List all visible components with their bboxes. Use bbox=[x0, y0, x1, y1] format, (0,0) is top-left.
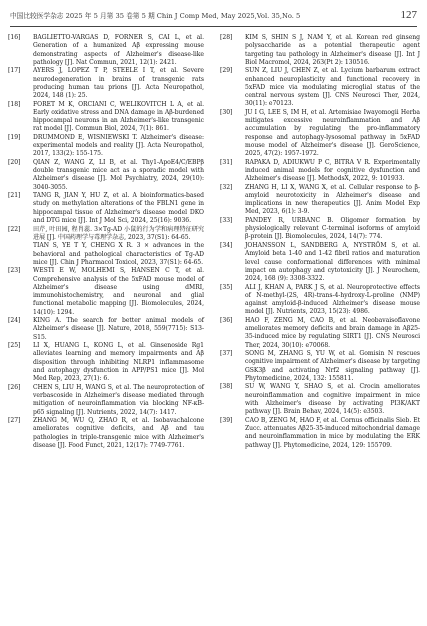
reference-entry bbox=[220, 242, 420, 283]
reference-text: TIAN S, YE T Y, CHENG X R. 3 × advances in the behavioral and pathological characteristics of Tg-AD mice [J]. Chin J Pharmacol Toxicol, 2023, 37(S1): 64-65. bbox=[33, 242, 204, 266]
reference-entry bbox=[220, 284, 420, 317]
reference-number: [34] bbox=[220, 242, 233, 250]
reference-entry bbox=[220, 383, 420, 416]
reference-text: HAO F, ZENG M, CAO B, et al. Neobavaisoflavone ameliorates memory deficits and brain damage in Aβ25-35-induced mice by regulating SIRT1 [J]. CNS Neurosci Ther, 2024, 30(10): e70068. bbox=[245, 316, 420, 349]
reference-text: PANDEY R, URBANC B. Oligomer formation by physiologically relevant C-terminal isoforms of amyloid β-protein [J]. Biomolecules, 2024, 14(7): 774. bbox=[245, 216, 420, 241]
reference-text: FORET M K, ORCIANI C, WELIKOVITCH L A, et al. Early oxidative stress and DNA damage in Aβ-burdened hippocampal neurons in an Alzheimer's-like transgenic rat model [J]. Commun Biol, 2024, 7(1): 861. bbox=[33, 100, 204, 133]
reference-text: QIAN Z, WANG Z, LI B, et al. Thy1-ApoE4/C/EBPβ double transgenic mice act as a sporadic model with Alzheimer's disease [J]. Mol Psychiatry, 2024, 29(10): 3040-3055. bbox=[33, 158, 204, 191]
reference-entry bbox=[220, 34, 420, 67]
reference-number: [29] bbox=[220, 67, 233, 75]
reference-number bbox=[8, 242, 33, 267]
reference-number: [18] bbox=[8, 100, 21, 108]
reference-entry bbox=[8, 34, 204, 67]
reference-number: [28] bbox=[220, 34, 233, 41]
reference-text: WESTI E W, MOLHEMI S, HANSEN C T, et al. Comprehensive analysis of the 5xFAD mouse model of Alzheimer's disease using dMRI, immunohistochemistry, and neuronal and glial functional metabolic mapping [J]. Biomolecules, 2024, 14(10): 1294. bbox=[33, 267, 204, 316]
reference-number: [26] bbox=[8, 383, 21, 391]
reference-number: [21] bbox=[8, 192, 21, 200]
reference-number: [39] bbox=[220, 416, 233, 424]
reference-text: DRUMMOND E, WISNIEWSKI T. Alzheimer's disease: experimental models and reality [J]. Acta Neuropathol, 2017, 133(2): 155-175. bbox=[33, 133, 204, 158]
reference-text: 田芹, 叶田园, 程肖蕊. 3×Tg-AD 小鼠的行为学和病理特征研究进展 [J]. 中国药理学与毒理学杂志, 2023, 37(S1): 64-65. bbox=[33, 225, 204, 241]
reference-entry bbox=[220, 350, 420, 383]
reference-entry bbox=[220, 67, 420, 108]
reference-number: [22] bbox=[8, 225, 21, 233]
reference-text: RAPAKA D, ADIUKWU P C, BITRA V R. Experimentally induced animal models for cognitive dysfunction and Alzheimer's disease [J]. MethodsX, 2022, 9: 101933. bbox=[245, 158, 420, 183]
reference-entry bbox=[220, 184, 420, 217]
reference-text: AYERS J, LOPEZ T P, STEELE I T, et al. Severe neurodegeneration in brains of transgenic rats producing human tau prions [J]. Acta Neuropathol, 2024, 148 (1): 25. bbox=[33, 67, 204, 100]
references-column-left bbox=[8, 34, 204, 450]
journal-citation-header: 中国比较医学杂志 2025 年 5 月第 35 卷第 5 期 Chin J Comp Med, May 2025,Vol. 35,No. 5 bbox=[10, 12, 301, 20]
reference-text: ALI J, KHAN A, PARK J S, et al. Neuroprotective effects of N-methyl-(2S, 4R)-trans-4-hydroxy-L-proline (NMP) against amyloid-β-induced Alzheimer's disease mouse model [J]. Nutrients, 2023, 15(23): 4986. bbox=[245, 283, 420, 316]
reference-number: [27] bbox=[8, 417, 21, 425]
reference-entry bbox=[220, 317, 420, 350]
reference-text: KING A. The search for better animal models of Alzheimer's disease [J]. Nature, 2018, 559(7715): S13-S15. bbox=[33, 317, 204, 341]
reference-entry bbox=[8, 317, 204, 342]
reference-number: [24] bbox=[8, 317, 21, 325]
reference-number: [20] bbox=[8, 158, 21, 166]
reference-text: SONG M, ZHANG S, YU W, et al. Gomisin N rescues cognitive impairment of Alzheimer's disease by targeting GSK3β and activating Nrf2 signaling pathway [J]. Phytomedicine, 2024, 132: 155811. bbox=[245, 350, 420, 382]
reference-entry bbox=[8, 134, 204, 159]
reference-text: CAO B, ZENG M, HAO F, et al. Cornus officinalis Sieb. Et Zucc. attenuates Aβ25-35-induced mitochondrial damage and neuroinflammation in mice by modulating the ERK pathway [J]. Phytomedicine, 2024, 129: 155709. bbox=[245, 416, 420, 449]
reference-entry bbox=[8, 226, 204, 243]
reference-text: TANG R, JIAN Y, HU Z, et al. A bioinformatics-based study on methylation alterations of the FBLN1 gene in hippocampal tissue of Alzheimer's disease model DKO and DTG mice [J]. Int J Mol Sci, 2024, 25(16): 9036. bbox=[33, 192, 204, 224]
reference-number: [19] bbox=[8, 133, 21, 141]
reference-number: [16] bbox=[8, 34, 21, 41]
reference-number: [33] bbox=[220, 216, 233, 224]
reference-text: ZHANG M, WU Q, ZHAO R, et al. Isobavachalcone ameliorates cognitive deficits, and Aβ and tau pathologies in triple-transgenic mice with Alzheimer's disease [J]. Food Funct, 2021, 12(17): 7749-7761. bbox=[33, 417, 204, 449]
reference-number: [30] bbox=[220, 108, 233, 116]
reference-number: [32] bbox=[220, 183, 233, 191]
reference-text: BAGLIETTO-VARGAS D, FORNER S, CAI L, et al. Generation of a humanized Aβ expressing mouse demonstrating aspects of Alzheimer's disease-like pathology [J]. Nat Commun, 2021, 12(1): 2421. bbox=[33, 34, 204, 66]
reference-entry bbox=[220, 217, 420, 242]
reference-entry bbox=[8, 192, 204, 225]
reference-entry bbox=[220, 159, 420, 184]
reference-text: JOHANSSON L, SANDBERG A, NYSTRÖM S, et al. Amyloid beta 1-40 and 1-42 fibril ratios and maturation level cause conformational differences with minimal impact on autophagy and cytotoxicity [J]. J Neurochem, 2024, 168 (9): 3308-3322. bbox=[245, 242, 420, 283]
reference-number: [25] bbox=[8, 342, 21, 350]
reference-text: LI X, HUANG L, KONG L, et al. Ginsenoside Rg1 alleviates learning and memory impairments and Aβ disposition through inhibiting NLRP1 inflammasome and autophagy dysfunction in APP/PS1 mice [J]. Mol Med Rep, 2023, 27(1): 6. bbox=[33, 342, 204, 383]
reference-text: SU W, WANG Y, SHAO S, et al. Crocin ameliorates neuroinflammation and cognitive impairment in mice with Alzheimer's disease by activating PI3K/AKT pathway [J]. Brain Behav, 2024, 14(5): e3503. bbox=[245, 383, 420, 416]
reference-number: [38] bbox=[220, 383, 233, 391]
reference-entry bbox=[8, 159, 204, 192]
reference-text: SUN Z, LIU J, CHEN Z, et al. Lycium barbarum extract enhanced neuroplasticity and functional recovery in 5xFAD mice via modulating microglial status of the central nervous system [J]. CNS Neurosci Ther, 2024, 30(11): e70123. bbox=[245, 67, 420, 108]
reference-number: [35] bbox=[220, 283, 233, 291]
reference-number: [23] bbox=[8, 267, 21, 275]
reference-text: CHEN S, LIU H, WANG S, et al. The neuroprotection of verbascoside in Alzheimer's disease mediated through mitigation of neuroinflammation via blocking NF-κB-p65 signaling [J]. Nutrients, 2022, 14(7): 1417. bbox=[33, 383, 204, 416]
reference-entry bbox=[8, 417, 204, 450]
reference-number: [31] bbox=[220, 158, 233, 166]
page-number: 127 bbox=[400, 9, 417, 21]
reference-entry bbox=[220, 417, 420, 450]
reference-entry bbox=[8, 101, 204, 134]
reference-entry bbox=[220, 109, 420, 159]
reference-number: [36] bbox=[220, 316, 233, 324]
header-rule bbox=[10, 26, 417, 27]
reference-entry bbox=[8, 342, 204, 383]
reference-number: [37] bbox=[220, 350, 233, 358]
reference-text: KIM S, SHIN S J, NAM Y, et al. Korean red ginseng polysaccharide as a potential therapeutic agent targeting tau pathology in Alzheimer's disease [J]. Int J Biol Macromol, 2024, 263(Pt 2): 130516. bbox=[245, 34, 420, 66]
reference-text: JU I G, LEE S, IM H, et al. Artemisiae Iwayomogii Herba mitigates excessive neuroinflammation and Aβ accumulation by regulating the pro-inflammatory response and autophagy-lysosomal pathway in 5xFAD mouse model of Alzheimer's disease [J]. GeroScience, 2025, 47(2): 1957-1972. bbox=[245, 108, 420, 158]
reference-entry bbox=[8, 267, 204, 317]
running-header bbox=[10, 7, 417, 23]
reference-entry bbox=[8, 384, 204, 417]
references-column-right bbox=[220, 34, 420, 450]
reference-number: [17] bbox=[8, 67, 21, 75]
reference-entry bbox=[8, 242, 204, 267]
reference-entry bbox=[8, 67, 204, 100]
reference-text: ZHANG H, LI X, WANG X, et al. Cellular response to β-amyloid neurotoxicity in Alzheimer's disease and implications in new therapeutics [J]. Anim Model Exp Med, 2023, 6(1): 3-9. bbox=[245, 183, 420, 216]
